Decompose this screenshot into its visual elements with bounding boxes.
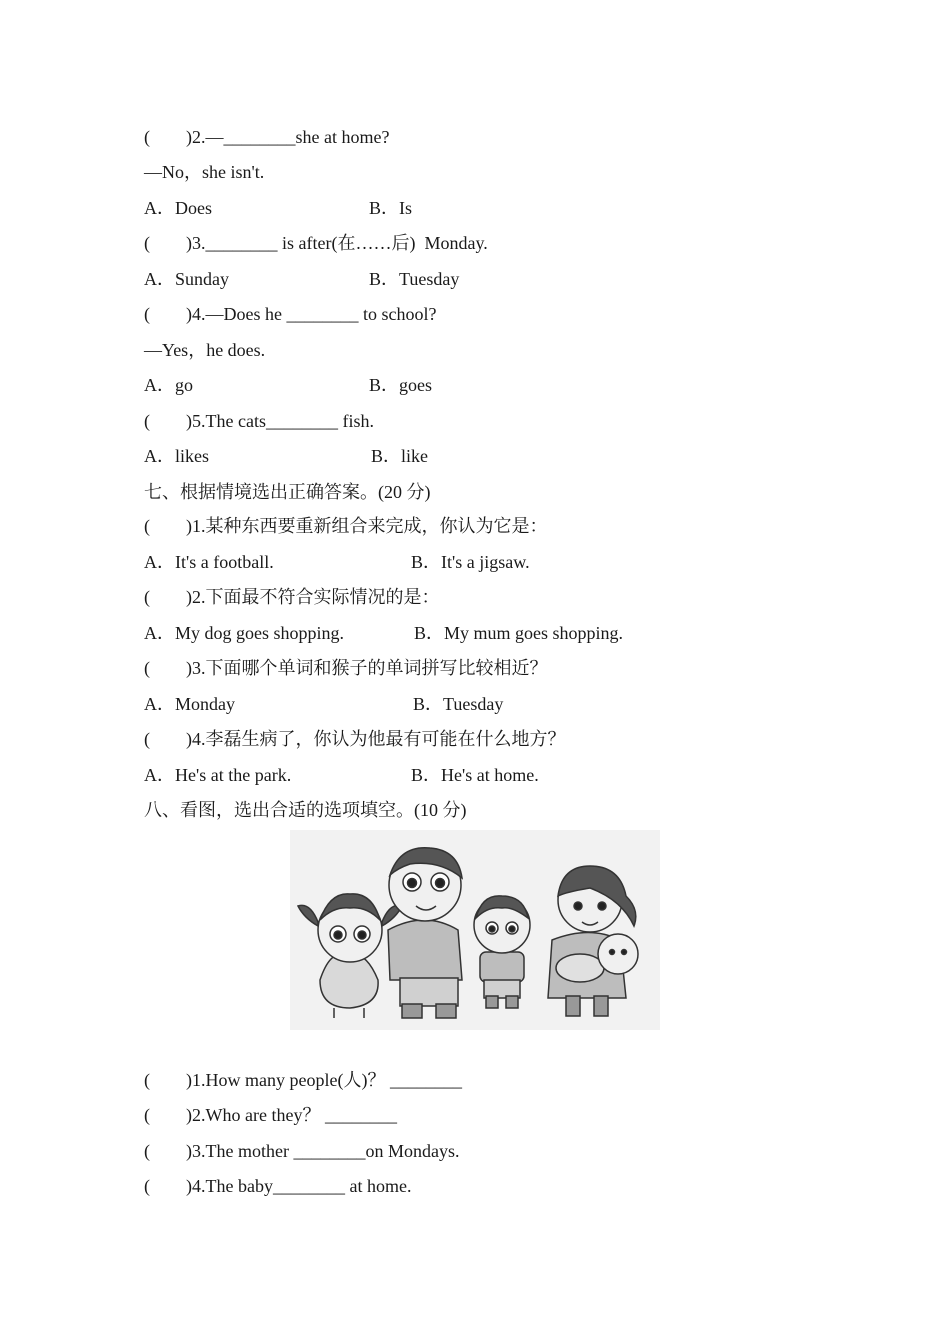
section7-heading: 七、根据情境选出正确答案。(20 分) (144, 482, 431, 502)
s7-q1-option-b: B．It's a jigsaw. (411, 552, 530, 572)
s7-q4-option-b: B．He's at home. (411, 765, 539, 785)
s7-q3-stem: ( )3.下面哪个单词和猴子的单词拼写比较相近？ (144, 658, 548, 678)
s6-q4-reply: —Yes，he does. (144, 340, 266, 360)
s6-q2-option-a: A．Does (144, 198, 212, 218)
s6-q2-reply: —No，she isn't. (144, 162, 265, 182)
s6-q4-stem: ( )4.—Does he ________ to school? (144, 304, 437, 324)
s6-q2-stem: ( )2.—________she at home? (144, 127, 390, 147)
s8-q2: ( )2.Who are they？ ________ (144, 1105, 397, 1125)
family-illustration (290, 830, 660, 1030)
s6-q3-option-a: A．Sunday (144, 269, 229, 289)
s7-q2-option-a: A．My dog goes shopping. (144, 623, 345, 643)
s8-q1: ( )1.How many people(人)？ ________ (144, 1070, 462, 1090)
s6-q3-option-b: B．Tuesday (369, 269, 460, 289)
s7-q3-option-a: A．Monday (144, 694, 235, 714)
s8-q3: ( )3.The mother ________on Mondays. (144, 1141, 460, 1161)
s6-q5-option-b: B．like (371, 446, 428, 466)
s6-q4-option-a: A．go (144, 375, 193, 395)
s7-q1-option-a: A．It's a football. (144, 552, 274, 572)
s7-q2-stem: ( )2.下面最不符合实际情况的是： (144, 587, 440, 607)
s7-q4-stem: ( )4.李磊生病了，你认为他最有可能在什么地方？ (144, 729, 566, 749)
s6-q5-stem: ( )5.The cats________ fish. (144, 411, 374, 431)
s7-q3-option-b: B．Tuesday (413, 694, 504, 714)
s7-q4-option-a: A．He's at the park. (144, 765, 292, 785)
s6-q5-option-a: A．likes (144, 446, 209, 466)
s6-q2-option-b: B．Is (369, 198, 413, 218)
s7-q1-stem: ( )1.某种东西要重新组合来完成，你认为它是： (144, 516, 548, 536)
s8-q4: ( )4.The baby________ at home. (144, 1176, 412, 1196)
section8-heading: 八、看图，选出合适的选项填空。(10 分) (144, 800, 467, 820)
s6-q4-option-b: B．goes (369, 375, 432, 395)
s6-q3-stem: ( )3.________ is after(在……后) Monday. (144, 233, 488, 253)
s7-q2-option-b: B．My mum goes shopping. (414, 623, 624, 643)
